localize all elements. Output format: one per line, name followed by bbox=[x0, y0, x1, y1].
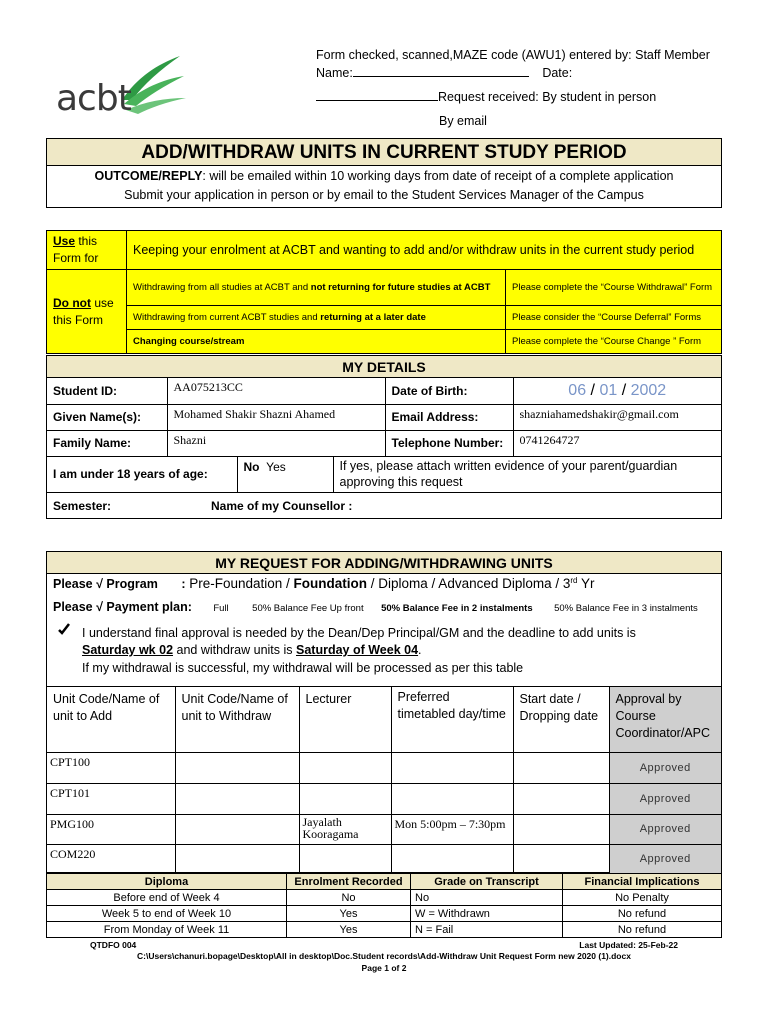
financial-col: Financial Implications bbox=[563, 874, 722, 890]
acbt-logo bbox=[52, 52, 192, 124]
enrolment-value: Yes bbox=[287, 906, 411, 922]
my-request-section bbox=[46, 551, 722, 873]
diploma-col: Diploma bbox=[47, 874, 287, 890]
diploma-row bbox=[47, 890, 722, 906]
donot-label: Do not bbox=[53, 295, 91, 310]
my-details-title: MY DETAILS bbox=[47, 356, 721, 378]
unit-add-field[interactable]: PMG100 bbox=[47, 815, 175, 845]
diploma-period: Before end of Week 4 bbox=[47, 890, 287, 906]
unit-withdraw-field[interactable] bbox=[175, 784, 299, 815]
use-form-table bbox=[46, 230, 722, 354]
lecturer-field[interactable] bbox=[299, 784, 391, 815]
deadline-withdraw: Saturday of Week 04 bbox=[296, 643, 419, 657]
under18-yes[interactable]: Yes bbox=[266, 459, 286, 474]
program-selected[interactable]: Foundation bbox=[293, 576, 368, 592]
details-row-id bbox=[47, 378, 721, 404]
grade-value: No bbox=[411, 890, 563, 906]
file-path: C:\Users\chanuri.bopage\Desktop\All in desktop\Doc.Student records\Add-Withdraw Unit Request Form new 2020 (1).docx bbox=[137, 951, 631, 961]
name-underline bbox=[353, 65, 529, 77]
donot-row-3 bbox=[47, 330, 722, 354]
donot-row-1 bbox=[47, 270, 722, 306]
donot-advice-3: Please complete the “Course Change ” Form bbox=[506, 330, 722, 354]
program-colon: : bbox=[181, 577, 186, 592]
date-label: Date: bbox=[542, 66, 573, 80]
details-row-family bbox=[47, 430, 721, 456]
given-name-label: Given Name(s): bbox=[47, 404, 167, 430]
case-bold: returning at a later date bbox=[320, 311, 426, 323]
enrolment-value: No bbox=[287, 890, 411, 906]
student-id-label: Student ID: bbox=[47, 378, 167, 404]
start-date-field[interactable] bbox=[513, 845, 609, 875]
use-row bbox=[47, 231, 722, 270]
grade-col: Grade on Transcript bbox=[411, 874, 563, 890]
staff-name-date-line bbox=[316, 65, 572, 80]
col-timetable: Preferred timetabled day/time bbox=[391, 687, 513, 753]
grade-value: W = Withdrawn bbox=[411, 906, 563, 922]
approval-status: Approved bbox=[609, 845, 721, 875]
col-start-date: Start date / Dropping date bbox=[513, 687, 609, 753]
request-underline bbox=[316, 89, 438, 101]
donot-case-1 bbox=[127, 270, 506, 306]
unit-row bbox=[47, 753, 721, 784]
lecturer-field[interactable] bbox=[299, 845, 391, 875]
start-date-field[interactable] bbox=[513, 815, 609, 845]
approval-status: Approved bbox=[609, 815, 721, 845]
student-id-field[interactable]: AA075213CC bbox=[167, 378, 385, 404]
use-label-cell bbox=[47, 231, 127, 270]
grade-value: N = Fail bbox=[411, 922, 563, 938]
donot-row-2 bbox=[47, 306, 722, 330]
program-sup: rd bbox=[570, 576, 578, 585]
diploma-row bbox=[47, 906, 722, 922]
donot-rest: use this Form bbox=[53, 295, 114, 327]
email-label: Email Address: bbox=[385, 404, 513, 430]
page-title: ADD/WITHDRAW UNITS IN CURRENT STUDY PERIOD bbox=[47, 139, 721, 166]
email-field[interactable]: shazniahamedshakir@gmail.com bbox=[513, 404, 721, 430]
start-date-field[interactable] bbox=[513, 784, 609, 815]
program-pre[interactable]: Pre-Foundation / bbox=[185, 576, 294, 592]
program-label: Please √ Program bbox=[53, 577, 158, 592]
payment-50-front[interactable]: 50% Balance Fee Up front bbox=[252, 603, 364, 614]
unit-row bbox=[47, 845, 721, 875]
phone-field[interactable]: 0741264727 bbox=[513, 430, 721, 456]
timetable-field[interactable] bbox=[391, 845, 513, 875]
unit-add-field[interactable]: CPT100 bbox=[47, 753, 175, 784]
timetable-field[interactable] bbox=[391, 753, 513, 784]
family-name-label: Family Name: bbox=[47, 430, 167, 456]
if-yes-note: If yes, please attach written evidence of your parent/guardian approving this request bbox=[333, 457, 721, 493]
name-label: Name: bbox=[316, 66, 353, 80]
title-box bbox=[46, 138, 722, 208]
request-received-line bbox=[316, 89, 656, 104]
donot-advice-1: Please complete the “Course Withdrawal” Form bbox=[506, 270, 722, 306]
under18-table bbox=[47, 457, 721, 494]
under18-row bbox=[47, 457, 721, 493]
phone-label: Telephone Number: bbox=[385, 430, 513, 456]
submit-line: Submit your application in person or by email to the Student Services Manager of the Campus bbox=[124, 188, 644, 202]
dob-month: 01 bbox=[599, 381, 618, 399]
diploma-header-row bbox=[47, 874, 722, 890]
financial-value: No Penalty bbox=[563, 890, 722, 906]
given-name-field[interactable]: Mohamed Shakir Shazni Ahamed bbox=[167, 404, 385, 430]
staff-check-line: Form checked, scanned,MAZE code (AWU1) entered by: Staff Member bbox=[316, 48, 710, 62]
payment-full[interactable]: Full bbox=[213, 603, 229, 614]
enrolment-value: Yes bbox=[287, 922, 411, 938]
unit-add-field[interactable]: COM220 bbox=[47, 845, 175, 875]
diploma-row bbox=[47, 922, 722, 938]
under18-no[interactable]: No bbox=[243, 459, 260, 474]
by-email: By email bbox=[439, 114, 487, 128]
donot-case-3 bbox=[127, 330, 506, 354]
logo-text: acbt bbox=[56, 78, 131, 119]
understand-line: I understand final approval is needed by the Dean/Dep Principal/GM and the deadline to add units is bbox=[82, 626, 636, 640]
my-details-section bbox=[46, 355, 722, 519]
dob-year: 2002 bbox=[630, 381, 667, 399]
col-lecturer: Lecturer bbox=[299, 687, 391, 753]
col-approval: Approval by Course Coordinator/APC bbox=[609, 687, 721, 753]
details-row-given bbox=[47, 404, 721, 430]
timetable-field[interactable] bbox=[391, 784, 513, 815]
dob-day: 06 bbox=[568, 381, 587, 399]
counsellor-label: Name of my Counsellor : bbox=[211, 499, 353, 513]
withdrawal-note: If my withdrawal is successful, my withdrawal will be processed as per this table bbox=[82, 661, 524, 675]
timetable-field[interactable]: Mon 5:00pm – 7:30pm bbox=[391, 815, 513, 845]
dob-field[interactable] bbox=[513, 378, 721, 404]
payment-label: Please √ Payment plan: bbox=[53, 600, 192, 614]
under18-choice[interactable] bbox=[237, 457, 333, 493]
deadline-add: Saturday wk 02 bbox=[82, 643, 174, 657]
donot-advice-2: Please consider the “Course Deferral” Forms bbox=[506, 306, 722, 330]
col-unit-add: Unit Code/Name of unit to Add bbox=[47, 687, 175, 753]
unit-add-field[interactable]: CPT101 bbox=[47, 784, 175, 815]
program-line bbox=[53, 576, 595, 591]
dob-sep: / bbox=[621, 381, 627, 399]
unit-row bbox=[47, 815, 721, 845]
unit-withdraw-field[interactable] bbox=[175, 753, 299, 784]
lecturer-field[interactable]: Jayalath Kooragama bbox=[299, 815, 391, 845]
approval-status: Approved bbox=[609, 753, 721, 784]
case-bold: not returning for future studies at ACBT bbox=[310, 281, 491, 293]
unit-withdraw-field[interactable] bbox=[175, 845, 299, 875]
deadline-line bbox=[82, 643, 422, 657]
request-received: Request received: By student in person bbox=[438, 90, 657, 104]
period: . bbox=[418, 643, 422, 657]
financial-value: No refund bbox=[563, 906, 722, 922]
program-yr: Yr bbox=[577, 576, 595, 592]
program-options[interactable]: / Diploma / Advanced Diploma / 3 bbox=[367, 576, 571, 592]
under18-label: I am under 18 years of age: bbox=[47, 457, 237, 493]
page-number: Page 1 of 2 bbox=[361, 963, 407, 973]
dob-sep: / bbox=[590, 381, 595, 399]
approval-status: Approved bbox=[609, 784, 721, 815]
details-table bbox=[47, 378, 721, 457]
payment-50-two[interactable]: 50% Balance Fee in 2 instalments bbox=[381, 603, 533, 614]
case-text: Withdrawing from all studies at ACBT and bbox=[133, 281, 311, 293]
check-mark-icon[interactable] bbox=[57, 622, 71, 639]
outcome-line bbox=[47, 166, 721, 185]
family-name-field[interactable]: Shazni bbox=[167, 430, 385, 456]
use-text: Keeping your enrolment at ACBT and wanting to add and/or withdraw units in the current study period bbox=[127, 231, 722, 270]
semester-label: Semester: bbox=[53, 499, 112, 513]
diploma-period: Week 5 to end of Week 10 bbox=[47, 906, 287, 922]
donot-case-2 bbox=[127, 306, 506, 330]
outcome-label: OUTCOME/REPLY bbox=[94, 169, 203, 183]
units-table bbox=[47, 686, 721, 875]
outcome-text: : will be emailed within 10 working days from date of receipt of a complete application bbox=[202, 169, 674, 183]
form-code: QTDFO 004 bbox=[90, 940, 137, 950]
my-request-title: MY REQUEST FOR ADDING/WITHDRAWING UNITS bbox=[47, 552, 721, 574]
unit-row bbox=[47, 784, 721, 815]
donot-label-cell bbox=[47, 270, 127, 354]
payment-line bbox=[53, 600, 698, 614]
use-rest: this Form for bbox=[53, 234, 99, 265]
payment-50-three[interactable]: 50% Balance Fee in 3 instalments bbox=[554, 603, 698, 614]
case-bold: Changing course/stream bbox=[133, 335, 245, 347]
and-withdraw: and withdraw units is bbox=[173, 643, 296, 657]
lecturer-field[interactable] bbox=[299, 753, 391, 784]
enrolment-col: Enrolment Recorded bbox=[287, 874, 411, 890]
case-text: Withdrawing from current ACBT studies and bbox=[133, 311, 321, 323]
diploma-table bbox=[46, 873, 722, 938]
col-unit-withdraw: Unit Code/Name of unit to Withdraw bbox=[175, 687, 299, 753]
financial-value: No refund bbox=[563, 922, 722, 938]
last-updated: Last Updated: 25-Feb-22 bbox=[579, 940, 678, 950]
unit-withdraw-field[interactable] bbox=[175, 815, 299, 845]
use-label: Use bbox=[53, 234, 76, 248]
dob-label: Date of Birth: bbox=[385, 378, 513, 404]
diploma-period: From Monday of Week 11 bbox=[47, 922, 287, 938]
start-date-field[interactable] bbox=[513, 753, 609, 784]
units-header-row bbox=[47, 687, 721, 753]
